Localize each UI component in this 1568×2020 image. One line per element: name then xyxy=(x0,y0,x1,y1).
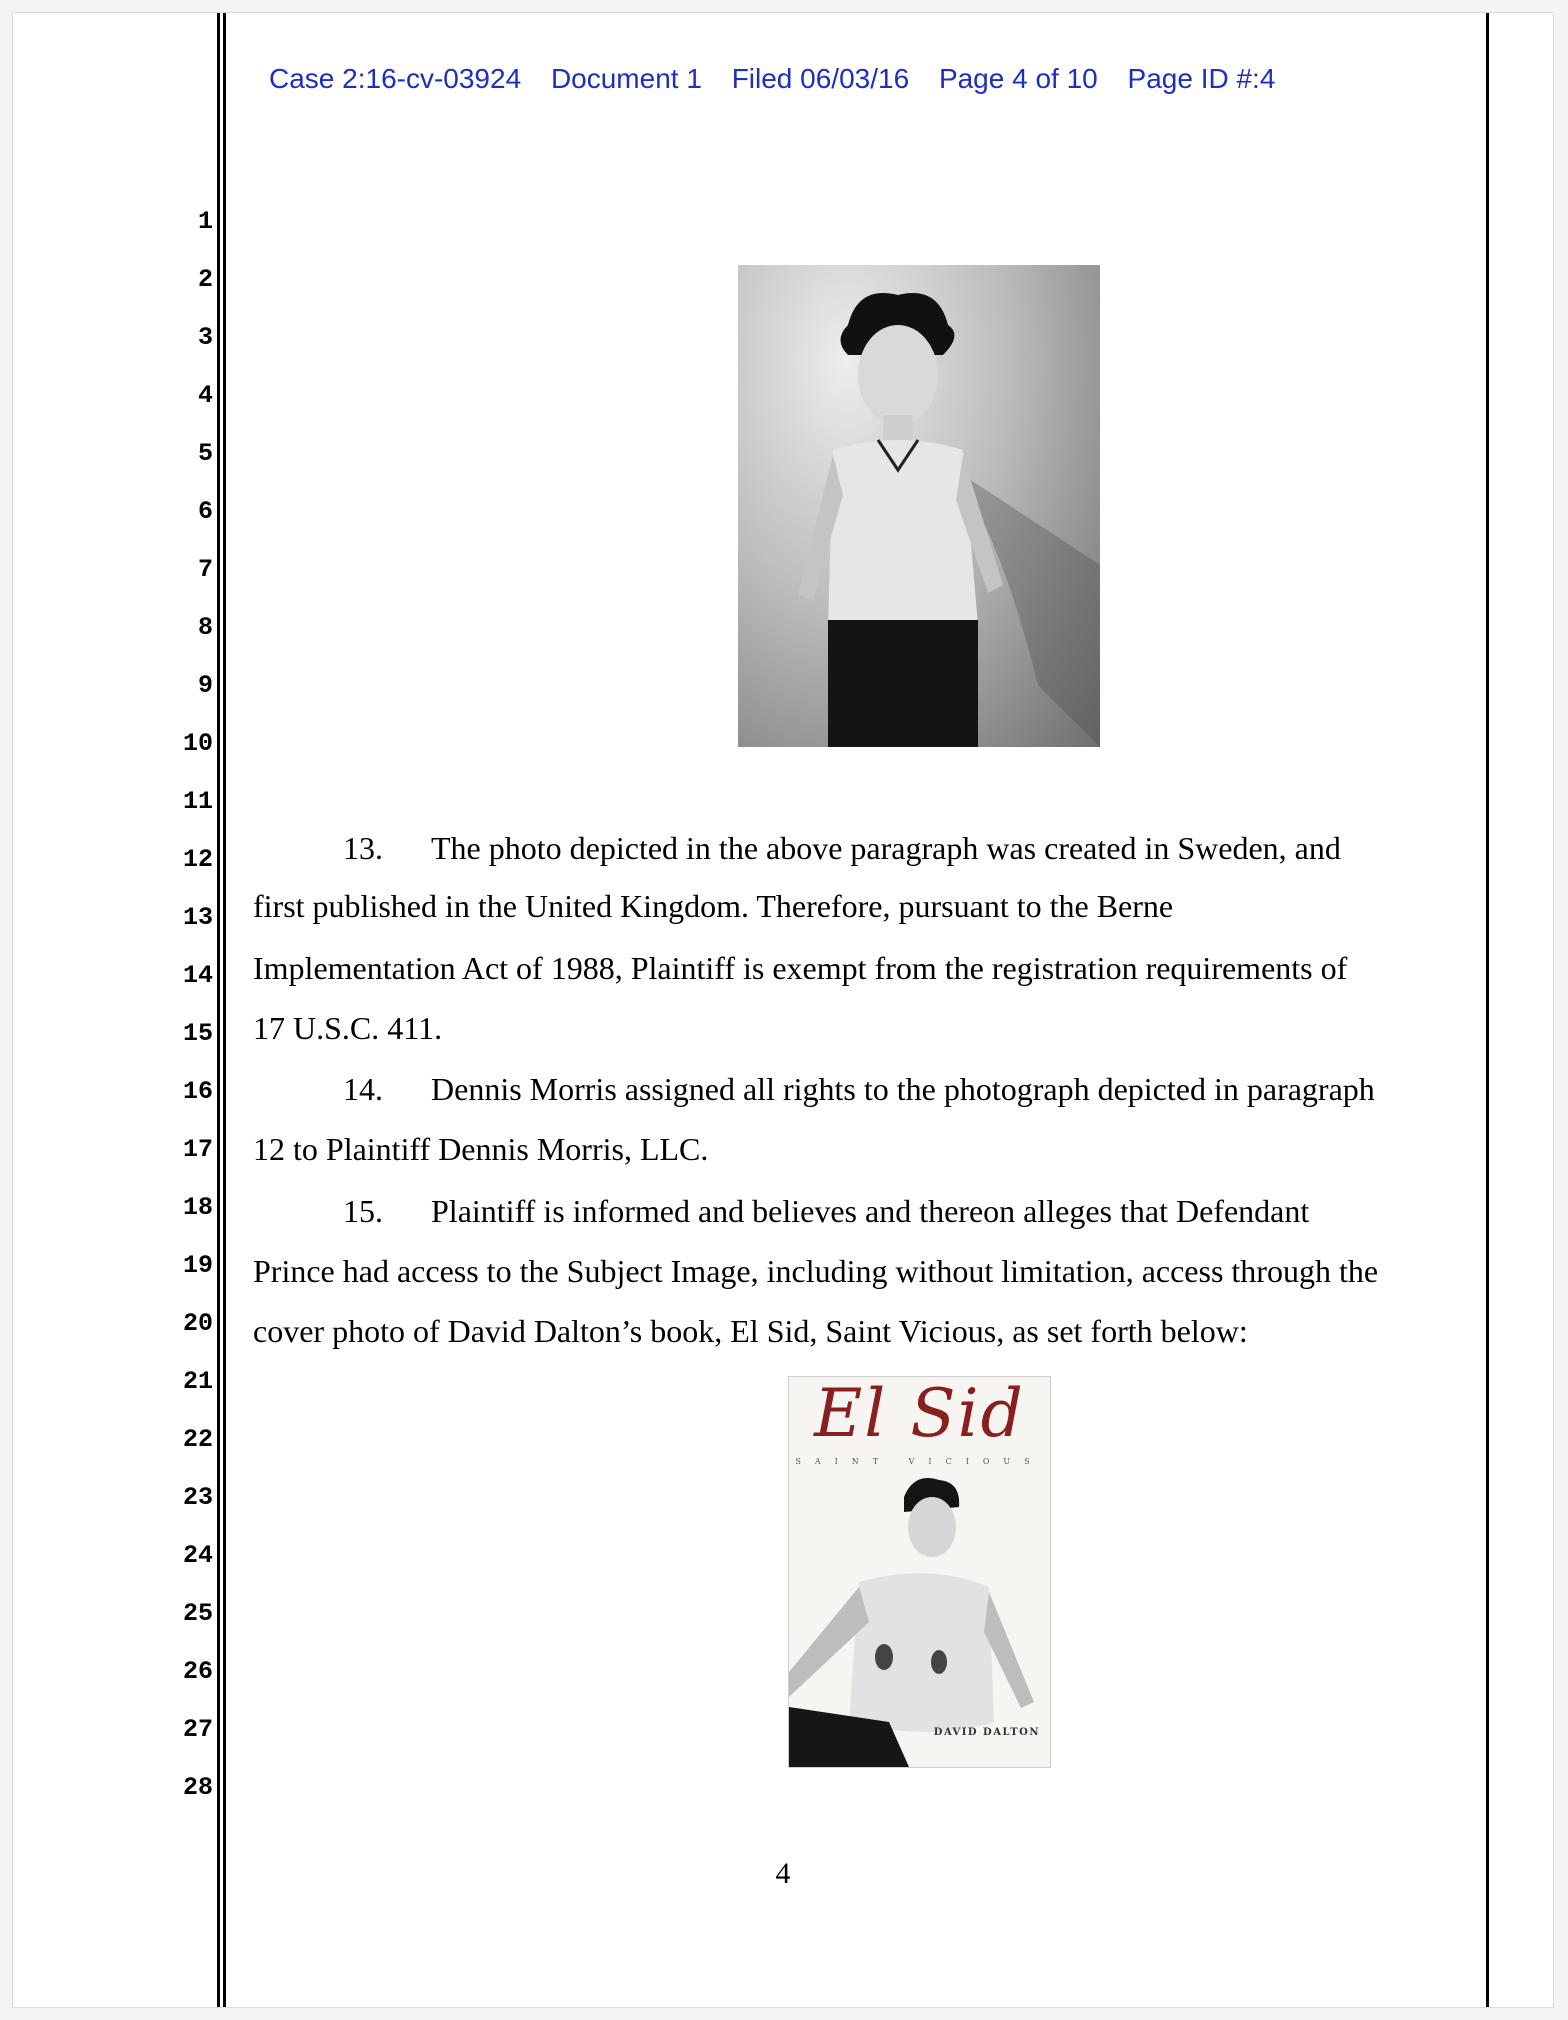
line-number: 4 xyxy=(197,381,213,410)
page-number: 4 xyxy=(775,1857,791,1890)
line-number: 12 xyxy=(182,845,213,874)
header-filed-date: Filed 06/03/16 xyxy=(731,63,910,94)
line-number: 5 xyxy=(197,439,213,468)
book-cover-subtitle: SAINT VICIOUS xyxy=(795,1457,1044,1466)
line-number: 16 xyxy=(182,1077,213,1106)
line-number: 28 xyxy=(182,1773,213,1802)
line-number: 13 xyxy=(182,903,213,932)
book-cover-figure xyxy=(789,1472,1050,1767)
paragraph-number: 13. xyxy=(343,830,383,866)
book-cover-title: El Sid xyxy=(814,1376,1025,1452)
line-number: 21 xyxy=(182,1367,213,1396)
right-margin-rule xyxy=(1486,13,1489,2007)
line-number: 2 xyxy=(197,265,213,294)
line-number: 27 xyxy=(182,1715,213,1744)
paragraph-15-line-1 xyxy=(253,1193,1309,1230)
paragraph-15-line-3: cover photo of David Dalton’s book, El Sid, Saint Vicious, as set forth below: xyxy=(253,1313,1248,1349)
line-number: 15 xyxy=(182,1019,213,1048)
subject-photograph xyxy=(738,265,1100,747)
paragraph-number: 15. xyxy=(343,1193,383,1229)
line-number: 8 xyxy=(197,613,213,642)
document-page xyxy=(12,12,1554,2008)
line-number: 23 xyxy=(182,1483,213,1512)
paragraph-13-line-3: Implementation Act of 1988, Plaintiff is exempt from the registration requirements of xyxy=(253,950,1348,986)
paragraph-14-line-1 xyxy=(253,1071,1375,1108)
line-number: 14 xyxy=(182,961,213,990)
paragraph-13-line-1 xyxy=(253,830,1341,867)
paragraph-14-line-2: 12 to Plaintiff Dennis Morris, LLC. xyxy=(253,1131,709,1167)
book-cover-image xyxy=(788,1376,1051,1768)
header-page-id: Page ID #:4 xyxy=(1127,63,1276,94)
line-number: 6 xyxy=(197,497,213,526)
photograph-figure xyxy=(738,265,1100,747)
left-margin-rule-outer xyxy=(217,13,220,2007)
paragraph-13-line-2: first published in the United Kingdom. Therefore, pursuant to the Berne xyxy=(253,888,1174,924)
left-margin-rule-inner xyxy=(223,13,226,2007)
line-number: 1 xyxy=(197,207,213,236)
header-page: Page 4 of 10 xyxy=(938,63,1098,94)
line-number: 25 xyxy=(182,1599,213,1628)
case-header xyxy=(269,63,1297,95)
line-number: 3 xyxy=(197,323,213,352)
header-document: Document 1 xyxy=(550,63,702,94)
paragraph-text: Plaintiff is informed and believes and thereon alleges that Defendant xyxy=(431,1193,1310,1229)
paragraph-text: The photo depicted in the above paragraph was created in Sweden, and xyxy=(431,830,1341,866)
line-number: 7 xyxy=(197,555,213,584)
paragraph-number: 14. xyxy=(343,1071,383,1107)
line-number: 9 xyxy=(197,671,213,700)
line-number: 20 xyxy=(182,1309,213,1338)
paragraph-13-line-4: 17 U.S.C. 411. xyxy=(253,1010,443,1046)
book-cover-author: DAVID DALTON xyxy=(933,1727,1040,1738)
line-number: 17 xyxy=(182,1135,213,1164)
line-number: 10 xyxy=(182,729,213,758)
line-number: 24 xyxy=(182,1541,213,1570)
line-number: 11 xyxy=(182,787,213,816)
line-number: 26 xyxy=(182,1657,213,1686)
line-number: 18 xyxy=(182,1193,213,1222)
paragraph-text: Dennis Morris assigned all rights to the photograph depicted in paragraph xyxy=(431,1071,1375,1107)
header-case-number: Case 2:16-cv-03924 xyxy=(269,63,522,94)
paragraph-15-line-2: Prince had access to the Subject Image, including without limitation, access through the xyxy=(253,1253,1379,1289)
line-number: 19 xyxy=(182,1251,213,1280)
line-number: 22 xyxy=(182,1425,213,1454)
